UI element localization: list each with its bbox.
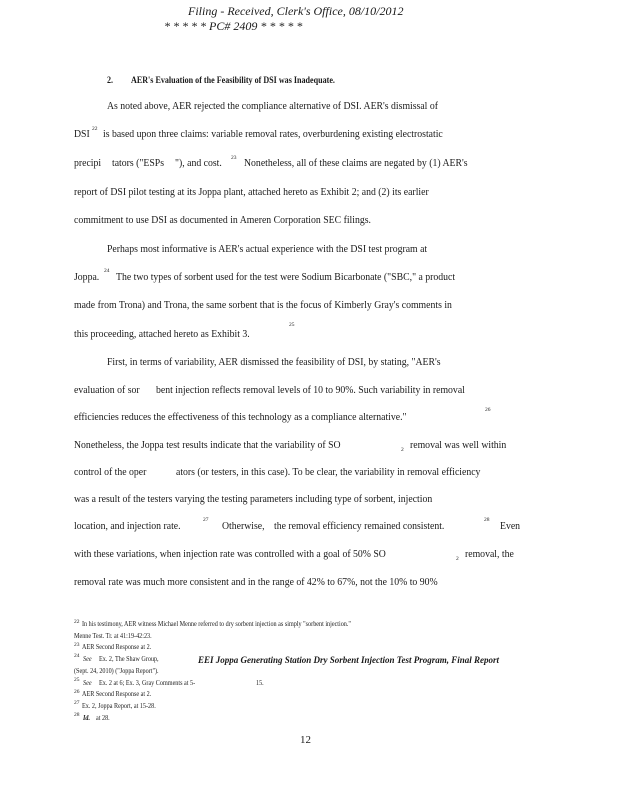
footnote-ref: 24 xyxy=(104,268,110,274)
body-line: First, in terms of variability, AER dismissed the feasibility of DSI, by stating, "AER's xyxy=(107,357,441,368)
body-line: Otherwise, xyxy=(222,521,265,532)
footnote-text: In his testimony, AER witness Michael Menne referred to dry sorbent injection as simply "sorbent injection." xyxy=(82,620,351,628)
body-line: evaluation of sor xyxy=(74,385,140,396)
body-line: made from Trona) and Trona, the same sorbent that is the focus of Kimberly Gray's comments in xyxy=(74,300,452,311)
body-line: As noted above, AER rejected the compliance alternative of DSI. AER's dismissal of xyxy=(107,101,438,112)
footnote-mark: 23 xyxy=(74,642,80,648)
footnote-signal: See xyxy=(83,679,92,687)
footnote-ref: 22 xyxy=(92,126,98,132)
body-line: removal rate was much more consistent and in the range of 42% to 67%, not the 10% to 90% xyxy=(74,577,438,588)
body-line: was a result of the testers varying the testing parameters including type of sorbent, injection xyxy=(74,494,433,505)
footnote-report-title: EEI Joppa Generating Station Dry Sorbent Injection Test Program, Final Report xyxy=(198,655,499,665)
body-line: commitment to use DSI as documented in Ameren Corporation SEC filings. xyxy=(74,215,371,226)
body-line: the removal efficiency remained consistent. xyxy=(274,521,445,532)
body-line: Nonetheless, all of these claims are negated by (1) AER's xyxy=(244,158,468,169)
body-line: Perhaps most informative is AER's actual experience with the DSI test program at xyxy=(107,244,428,255)
body-line: DSI xyxy=(74,129,90,140)
footnote-text: 15. xyxy=(256,679,264,687)
footnote-ref: 25 xyxy=(289,322,295,328)
footnote-text: (Sept. 24, 2010) ("Joppa Report"). xyxy=(74,667,159,675)
footnote-mark: 26 xyxy=(74,689,80,695)
body-line: "), and cost. xyxy=(175,158,222,169)
body-line: control of the oper xyxy=(74,467,147,478)
body-line: The two types of sorbent used for the test were Sodium Bicarbonate ("SBC," a product xyxy=(116,272,456,283)
body-line: bent injection reflects removal levels of 10 to 90%. Such variability in removal xyxy=(156,385,465,396)
body-line: Nonetheless, the Joppa test results indicate that the variability of SO xyxy=(74,440,341,451)
footnote-text: AER Second Response at 2. xyxy=(82,690,152,698)
footnote-text: AER Second Response at 2. xyxy=(82,643,152,651)
footnote-mark: 25 xyxy=(74,677,80,683)
section-heading: AER's Evaluation of the Feasibility of DSI was Inadequate. xyxy=(131,76,335,86)
footnote-ref: 27 xyxy=(203,517,209,523)
footnote-text: Menne Test. Tr. at 41:19-42:23. xyxy=(74,632,152,640)
footnote-mark: 24 xyxy=(74,653,80,659)
footnote-ref: 26 xyxy=(485,407,491,413)
subscript-2: 2 xyxy=(401,447,404,453)
body-line: location, and injection rate. xyxy=(74,521,181,532)
body-line: removal, the xyxy=(465,549,514,560)
footnote-mark: 28 xyxy=(74,712,80,718)
body-line: ators (or testers, in this case). To be clear, the variability in removal efficiency xyxy=(176,467,481,478)
footnote-ref: 23 xyxy=(231,155,237,161)
body-line: removal was well within xyxy=(410,440,507,451)
body-line: report of DSI pilot testing at its Joppa plant, attached hereto as Exhibit 2; and (2) its earlier xyxy=(74,187,429,198)
body-line: is based upon three claims: variable removal rates, overburdening existing electrostatic xyxy=(103,129,443,140)
body-line: Even xyxy=(500,521,521,532)
body-line: with these variations, when injection rate was controlled with a goal of 50% SO xyxy=(74,549,386,560)
footnote-text: at 28. xyxy=(96,714,110,722)
footnote-text: Ex. 2, Joppa Report, at 15-28. xyxy=(82,702,156,710)
body-line: Joppa. xyxy=(74,272,100,283)
footnote-signal: See xyxy=(83,655,92,663)
body-line: this proceeding, attached hereto as Exhibit 3. xyxy=(74,329,250,340)
subscript-2: 2 xyxy=(456,556,459,562)
footnote-ref: 28 xyxy=(484,517,490,523)
body-line: precipi xyxy=(74,158,102,169)
body-line: efficiencies reduces the effectiveness of this technology as a compliance alternative." xyxy=(74,412,407,423)
footnote-text: Ex. 2 at 6; Ex. 3, Gray Comments at 5- xyxy=(99,679,196,687)
footnote-mark: 27 xyxy=(74,700,80,706)
filing-header-line2: * * * * * PC# 2409 * * * * * xyxy=(164,19,303,33)
footnote-text: Ex. 2, The Shaw Group, xyxy=(99,655,159,663)
footnote-signal: Id. xyxy=(83,714,91,722)
filing-header-line1: Filing - Received, Clerk's Office, 08/10/2012 xyxy=(188,4,404,18)
section-number: 2. xyxy=(107,76,114,86)
body-line: tators ("ESPs xyxy=(112,158,165,169)
footnote-mark: 22 xyxy=(74,619,80,625)
page-number: 12 xyxy=(300,734,311,746)
